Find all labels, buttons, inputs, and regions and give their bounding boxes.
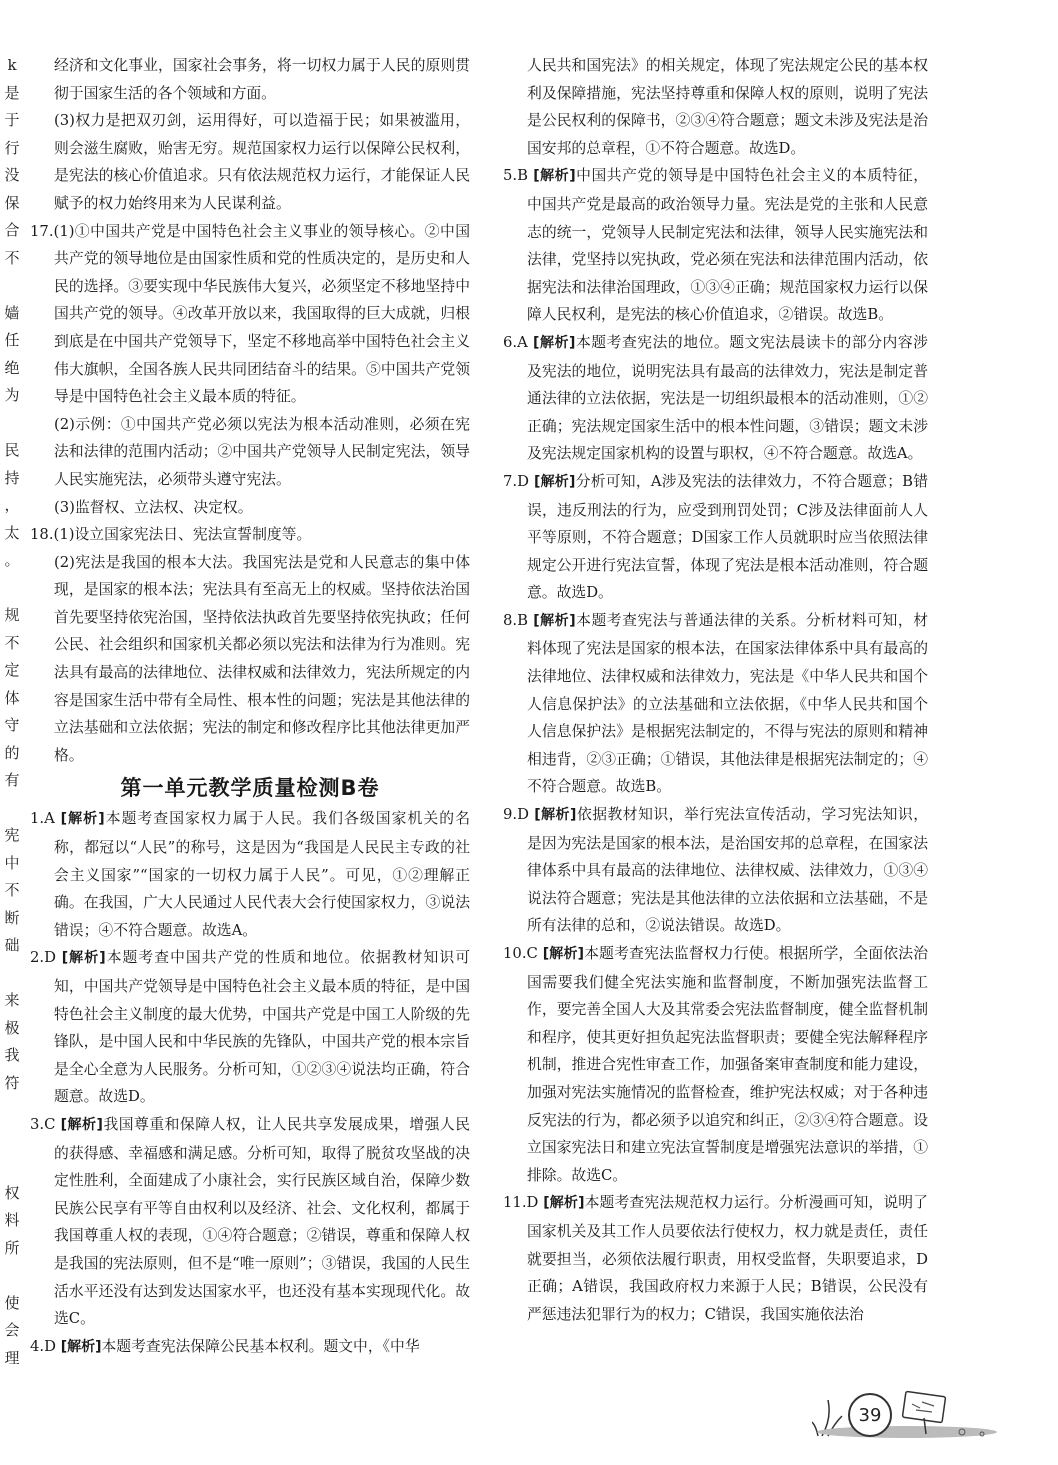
answer-number: 8.B: [503, 611, 528, 629]
margin-char: 础: [4, 936, 20, 954]
margin-char: 来: [4, 991, 20, 1009]
margin-char: 合: [4, 221, 20, 239]
margin-char: [0, 1125, 24, 1153]
margin-char: 中: [4, 853, 20, 872]
answer-item: [503, 329, 928, 468]
answer-item: [503, 607, 928, 801]
margin-char: 持: [4, 468, 20, 487]
left-column: [30, 52, 470, 1361]
margin-char: 我: [4, 1046, 20, 1064]
answer-text: 本题考查宪法与普通法律的关系。分析材料可知，材料体现了宪法是国家的根本法，在国家法律体系中具有最高的法律地位、法律权威和法律效力，宪法是《中华人民共和国个人信息保护法》的立法基础和立法依据，《中华人民共和国个人信息保护法》是根据宪法制定的，不得与宪法的原则和精神相违背，②③正确；①错误，其他法律是根据宪法制定的；④不符合题意。故选B。: [527, 611, 928, 796]
question-17-number: 17.: [30, 222, 54, 240]
margin-char: 的: [4, 743, 20, 762]
answer-number: 9.D: [503, 806, 529, 824]
answer-number: 1.A: [30, 810, 55, 828]
right-column: [503, 52, 928, 1328]
question-18-number: 18.: [30, 526, 54, 544]
analysis-tag: [解析]: [542, 946, 585, 962]
margin-char: 断: [4, 908, 20, 927]
answer-text: 本题考查宪法监督权力行使。根据所学，全面依法治国需要我们健全宪法实施和监督制度，不断加强宪法监督工作，要完善全国人大及其常委会宪法监督制度，健全监督机制和程序，使其更好担负起宪法监督职责；要健全宪法解释程序机制，推进合宪性审查工作，加强备案审查制度和能力建设，加强对宪法实施情况的监督检查，维护宪法权威；对于各种违反宪法的行为，都必须予以追究和纠正，②③④符合题意。设立国家宪法日和建立宪法宣誓制度是增强宪法意识的举措，①排除。故选C。: [527, 945, 928, 1184]
margin-char: 民: [4, 441, 20, 459]
analysis-tag: [解析]: [534, 807, 577, 824]
answer-number: 5.B: [503, 167, 528, 185]
margin-char: 不: [4, 633, 20, 652]
analysis-tag: [解析]: [60, 811, 105, 828]
answer-text: 本题考查中国共产党的性质和地位。依据教材知识可知，中国共产党领导是中国特色社会主义最本质的特征，是中国特色社会主义制度的最大优势，中国共产党是中国工人阶级的先锋队，是中国人民和中华民族的先锋队，中国共产党的根本宗旨是全心全意为人民服务。分析可知，①②③④说法均正确，符合题意。故选D。: [54, 949, 470, 1106]
ground-shadow-icon: [817, 1426, 997, 1438]
answer-number: 6.A: [503, 333, 528, 351]
answer-number: 10.C: [503, 945, 538, 962]
analysis-tag: [解析]: [533, 334, 576, 351]
margin-char: 任: [4, 331, 20, 349]
margin-char: 料: [4, 1211, 20, 1229]
margin-char: 规: [4, 606, 20, 624]
question-17-part-2: (2)示例：①中国共产党必须以宪法为根本活动准则，必须在宪法和法律的范围内活动；②中国共产党领导人民制定宪法，领导人民实施宪法，必须带头遵守宪法。: [54, 415, 470, 488]
margin-char: 嫱: [4, 303, 20, 322]
margin-char: [0, 1152, 24, 1180]
question-18-part-1: [30, 521, 470, 549]
margin-char: 宪: [4, 826, 20, 844]
margin-char: 所: [4, 1238, 20, 1257]
margin-char: 有: [4, 771, 20, 789]
answer-item: [503, 468, 928, 607]
analysis-tag: [解析]: [533, 473, 576, 490]
margin-char: [0, 1097, 24, 1125]
margin-char: 没: [4, 166, 20, 184]
margin-char: [0, 575, 24, 603]
margin-char: 权: [4, 1183, 20, 1202]
margin-char: ，: [4, 496, 20, 514]
margin-char: 符: [4, 1073, 20, 1092]
answer-item: [503, 940, 928, 1189]
answer-item: [503, 1189, 928, 1328]
question-18: [30, 521, 470, 769]
answer-text: 分析可知，A涉及宪法的法律效力，不符合题意；B错误，违反刑法的行为，应受到刑罚处罚；C涉及法律面前人人平等原则，不符合题意；D国家工作人员就职时应当依照法律规定公开进行宪法宣誓，体现了宪法是根本活动准则，符合题意。故选D。: [527, 472, 929, 602]
margin-char: 使: [4, 1293, 20, 1312]
section-title: 第一单元教学质量检测B卷: [120, 776, 380, 801]
margin-char: 太: [4, 523, 20, 542]
analysis-tag: [解析]: [60, 1338, 102, 1355]
answer-text: 我国尊重和保障人权，让人民共享发展成果，增强人民的获得感、幸福感和满足感。分析可知，取得了脱贫攻坚战的决定性胜利，全面建成了小康社会，实行民族区域自治，保障少数民族公民享有平等自由权利以及经济、社会、文化权利，都属于我国尊重人权的表现，①④符合题意；②错误，尊重和保障人权是我国的宪法原则，但不是“唯一原则”；③错误，我国的人民生活水平还没有达到发达国家水平，也还没有基本实现现代化。故选C。: [54, 1115, 470, 1328]
analysis-tag: [解析]: [61, 950, 106, 967]
question-18-part-1-text: (1)设立国家宪法日、宪法宣誓制度等。: [53, 526, 312, 544]
left-answer-list: [30, 805, 470, 1361]
question-17-part-1: [30, 218, 470, 411]
answer-text: 中国共产党的领导是中国特色社会主义的本质特征，中国共产党是最高的政治领导力量。宪法是党的主张和人民意志的统一，党领导人民制定宪法和法律，领导人民实施宪法和法律，党坚持以宪执政，党必须在宪法和法律范围内活动，依据宪法和法律治国理政，①③④正确；规范国家权力运行以保障人民权利，是宪法的核心价值追求，②错误。故选B。: [527, 167, 928, 324]
margin-char: 是: [4, 83, 20, 102]
margin-char: 定: [4, 661, 20, 679]
analysis-tag: [解析]: [60, 1116, 103, 1133]
margin-char: 绝: [4, 358, 20, 377]
answer-number: 2.D: [30, 949, 56, 967]
analysis-tag: [解析]: [533, 168, 576, 185]
answer-item: [503, 162, 928, 329]
intro-line-1: 经济和文化事业，国家社会事务，将一切权力属于人民的原则贯彻于国家生活的各个领域和方面。: [54, 57, 470, 102]
margin-char: 不: [4, 248, 20, 267]
answer-text: 依据教材知识，举行宪法宣传活动，学习宪法知识，是因为宪法是国家的根本法，是治国安邦的总章程，在国家法律体系中具有最高的法律地位、法律权威、法律效力，①③④说法符合题意；宪法是其他法律的立法依据和立法基础，不是所有法律的总和，②说法错误。故选D。: [527, 806, 928, 935]
answer-item: [30, 1111, 470, 1333]
question-17-part-3: (3)监督权、立法权、决定权。: [54, 498, 253, 516]
right-answer-list: [503, 162, 928, 1328]
margin-char: 行: [4, 138, 20, 157]
margin-char: 不: [4, 881, 20, 899]
answer-text: 本题考查国家权力属于人民。我们各级国家机关的名称，都冠以“人民”的称号，这是因为“我国是人民民主专政的社会主义国家”“国家的一切权力属于人民”。可见，①②理解正确。在我国，广大人民通过人民代表大会行使国家权力，③说法错误；④不符合题意。故选A。: [54, 810, 470, 939]
margin-char: 保: [4, 193, 20, 212]
margin-char: [0, 960, 24, 988]
analysis-tag: [解析]: [543, 1195, 585, 1212]
answer-item: [30, 805, 470, 944]
question-18-part-2: (2)宪法是我国的根本大法。我国宪法是党和人民意志的集中体现，是国家的根本法；宪法具有至高无上的权威。坚持依法治国首先要坚持依宪治国，坚持依法执政首先要坚持依宪执政；任何公民、社会组织和国家机关都必须以宪法和法律为行为准则。宪法具有最高的法律地位、法律权威和法律效力，宪法所规定的内容是国家生活中带有全局性、根本性的问题；宪法是其他法律的立法基础和立法依据；宪法的制定和修改程序比其他法律更加严格。: [54, 553, 470, 764]
answer-item: [503, 801, 928, 940]
answer-number: 11.D: [503, 1194, 539, 1212]
margin-char: 极: [4, 1018, 20, 1037]
answer-text: 本题考查宪法规范权力运行。分析漫画可知，说明了国家机关及其工作人员要依法行使权力，权力就是责任，责任就要担当，必须依法履行职责，用权受监督，失职要追求，D正确；A错误，我国政府权力来源于人民；B错误，公民没有严惩违法犯罪行为的权力；C错误，我国实施依法治: [527, 1194, 928, 1323]
margin-char: [0, 272, 24, 300]
margin-char: 理: [4, 1348, 20, 1367]
intro-line-2: (3)权力是把双刃剑，运用得好，可以造福于民；如果被滥用，则会滋生腐败，贻害无穷。规范国家权力运行以保障公民权利，是宪法的核心价值追求。只有依法规范权力运行，才能保证人民赋予的权力始终用来为人民谋利益。: [54, 112, 470, 212]
question-17: [30, 218, 470, 522]
margin-char: k: [7, 56, 17, 74]
answer-number: 4.D: [30, 1337, 56, 1355]
analysis-tag: [解析]: [533, 612, 576, 629]
answer-text: 本题考查宪法的地位。题文宪法晨读卡的部分内容涉及宪法的地位，说明宪法具有最高的法律效力，宪法是制定普通法律的立法依据，宪法是一切组织最根本的活动准则，①②正确；宪法规定国家生活中的根本性问题，③错误；题文未涉及宪法规定国家机构的设置与职权，④不符合题意。故选A。: [527, 333, 928, 463]
question-17-part-1-text: (1)①中国共产党是中国特色社会主义事业的领导核心。②中国共产党的领导地位是由国家性质和党的性质决定的，是历史和人民的选择。③要实现中华民族伟大复兴，必须坚定不移地坚持中国共产党的领导。④改革开放以来，我国取得的巨大成就，归根到底是在中国共产党领导下，坚定不移地高举中国特色社会主义伟大旗帜，全国各族人民共同团结奋斗的结果。⑤中国共产党领导是中国特色社会主义最本质的特征。: [53, 222, 470, 406]
answer-item: [30, 944, 470, 1111]
answer-number: 3.C: [30, 1115, 56, 1133]
margin-char: 守: [4, 716, 20, 734]
margin-char: 于: [4, 111, 20, 129]
left-margin-cropped-text: [0, 52, 24, 1392]
page-number: 39: [848, 1393, 892, 1437]
answer-item: [30, 1333, 470, 1362]
margin-char: 。: [4, 551, 20, 569]
answer-text: 本题考查宪法保障公民基本权利。题文中，《中华: [101, 1337, 420, 1355]
margin-char: [0, 1262, 24, 1290]
margin-char: [0, 795, 24, 823]
margin-char: 为: [4, 386, 20, 404]
margin-char: 会: [4, 1321, 20, 1339]
answer-number: 7.D: [503, 472, 529, 490]
margin-char: [0, 410, 24, 438]
footer-decoration: [812, 1388, 1042, 1443]
margin-char: 体: [4, 688, 20, 707]
answer-4-continuation: 人民共和国宪法》的相关规定，体现了宪法规定公民的基本权利及保障措施，宪法坚持尊重和保障人权的原则，说明了宪法是公民权利的保障书，②③④符合题意；题文未涉及宪法是治国安邦的总章程，①不符合题意。故选D。: [527, 57, 928, 157]
